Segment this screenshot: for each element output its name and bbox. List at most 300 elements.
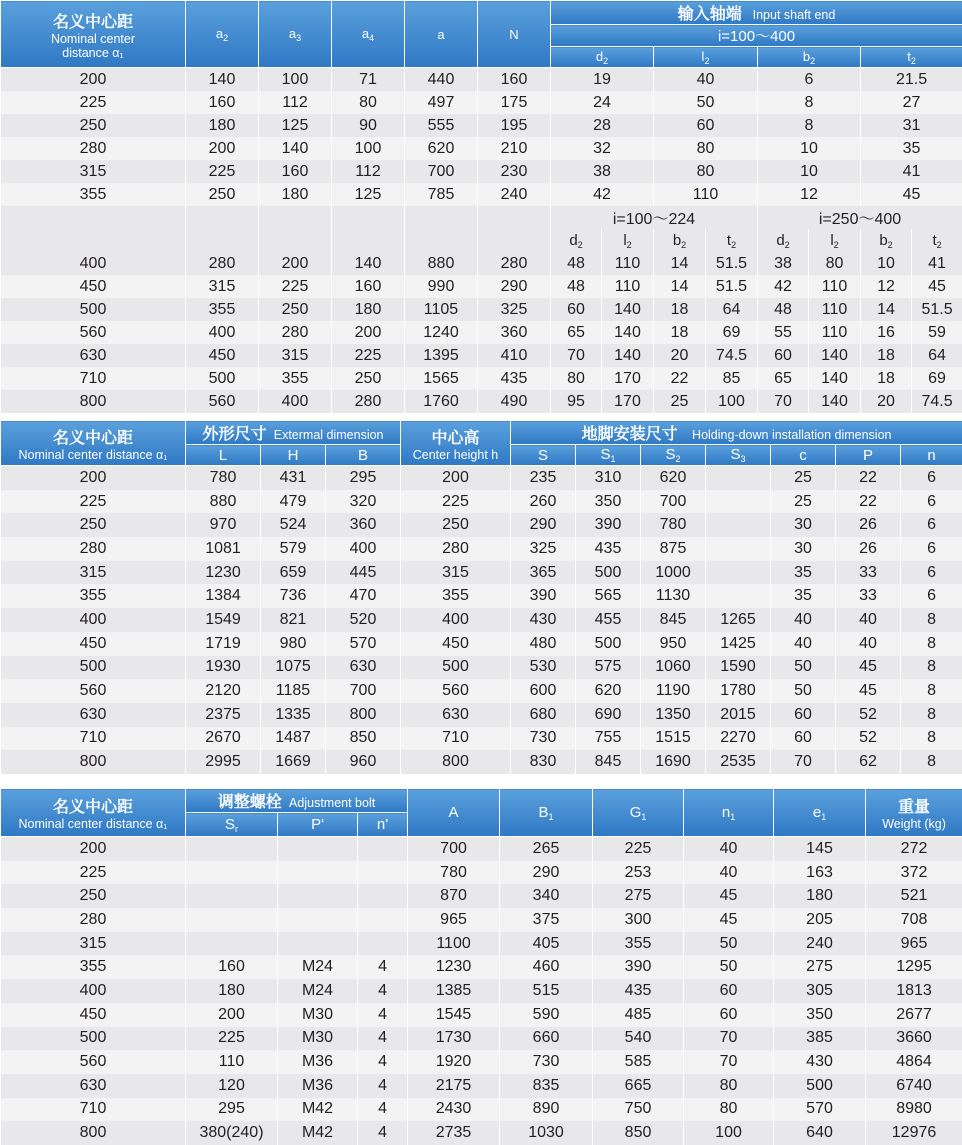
table-cell: 225 [401, 490, 511, 514]
table-cell: 450 [1, 275, 186, 298]
table-cell: 2670 [186, 727, 261, 751]
table-cell: 1130 [641, 584, 706, 608]
table-cell: 110 [186, 1050, 278, 1074]
table-cell: 880 [405, 252, 478, 275]
spacer-cell [478, 229, 551, 252]
table-cell: 28 [551, 114, 654, 137]
table-row [1, 466, 962, 490]
table-cell: 6 [901, 466, 962, 490]
header-P-prime: P' [278, 813, 358, 837]
table-cell: 8 [901, 727, 962, 751]
table-cell: 2175 [408, 1074, 500, 1098]
table-cell: 140 [809, 344, 861, 367]
table-cell: 780 [641, 513, 706, 537]
table-cell: 60 [654, 114, 758, 137]
table-cell: M36 [278, 1074, 358, 1098]
table-cell: 845 [641, 608, 706, 632]
table-cell: 845 [576, 750, 641, 774]
table-row [1, 584, 962, 608]
table-cell: 48 [551, 275, 602, 298]
table-cell: 500 [774, 1074, 866, 1098]
table-cell: 372 [866, 861, 962, 885]
header-a2: $a_2$ [186, 1, 259, 68]
table-cell: 2430 [408, 1098, 500, 1122]
header-G1: $G_1$ [593, 789, 684, 837]
table-row [1, 390, 962, 413]
table-cell: 225 [593, 837, 684, 861]
table-cell: 830 [511, 750, 576, 774]
header-center-distance-en: Nominal center distance α₁ [1, 448, 185, 462]
table-cell: 1545 [408, 1003, 500, 1027]
table-cell: 950 [641, 632, 706, 656]
spacer-cell [405, 229, 478, 252]
table-cell [278, 908, 358, 932]
header-center-distance-cn: 名义中心距 [1, 9, 185, 32]
table-cell: 1230 [408, 955, 500, 979]
table-cell: 500 [1, 656, 186, 680]
table-cell: 355 [259, 367, 332, 390]
subheader-t2-b: $t_2$ [912, 229, 962, 252]
table-cell: 1730 [408, 1027, 500, 1051]
table-cell: 435 [478, 367, 551, 390]
header-center-distance-en: Nominal center distance α₁ [1, 817, 185, 831]
table-cell: 560 [401, 679, 511, 703]
table-cell: 140 [602, 298, 654, 321]
spacer-cell [259, 229, 332, 252]
table-cell: 1719 [186, 632, 261, 656]
table-cell: 52 [836, 703, 901, 727]
table-cell: 880 [186, 490, 261, 514]
table-cell: 355 [593, 932, 684, 956]
header-B: B [326, 445, 401, 466]
header-input-shaft-en: Input shaft end [753, 8, 836, 22]
table-cell: 90 [332, 114, 405, 137]
table-cell: 305 [774, 979, 866, 1003]
table-cell: 48 [758, 298, 809, 321]
table-cell: 521 [866, 884, 962, 908]
table-cell: 210 [478, 137, 551, 160]
table-cell: 110 [602, 252, 654, 275]
table-cell: 620 [641, 466, 706, 490]
table-cell: 30 [771, 537, 836, 561]
table-cell: 170 [602, 390, 654, 413]
table-cell: 410 [478, 344, 551, 367]
table-cell: 355 [1, 955, 186, 979]
table-cell: 2677 [866, 1003, 962, 1027]
table-row [1, 861, 962, 885]
table-cell: 290 [478, 275, 551, 298]
table-cell: 1335 [261, 703, 326, 727]
table-cell: 48 [551, 252, 602, 275]
table-cell: 400 [326, 537, 401, 561]
table-cell: 235 [511, 466, 576, 490]
table-cell: 140 [602, 321, 654, 344]
table-cell: 200 [1, 466, 186, 490]
table-cell: 33 [836, 584, 901, 608]
table-cell: 45 [861, 183, 962, 206]
header-center-distance-en2: distance α₁ [1, 46, 185, 60]
header-holding-en: Holding-down installation dimension [692, 428, 891, 442]
table-cell: 163 [774, 861, 866, 885]
table-cell: 640 [774, 1121, 866, 1145]
header-n1: $n_1$ [684, 789, 774, 837]
header-Sr-label: S [225, 816, 235, 833]
table-cell: 22 [836, 466, 901, 490]
table-cell: 30 [771, 513, 836, 537]
table-cell: 4864 [866, 1050, 962, 1074]
spacer-cell [332, 206, 405, 229]
header-S3-label: S [730, 446, 740, 463]
table-cell: 470 [326, 584, 401, 608]
table-cell: 38 [551, 160, 654, 183]
table-cell [186, 861, 278, 885]
table-cell: 1385 [408, 979, 500, 1003]
table-cell: 400 [401, 608, 511, 632]
header-B1: $B_1$ [500, 789, 593, 837]
table-cell: 22 [836, 490, 901, 514]
table-cell: 60 [771, 727, 836, 751]
table-cell: 1690 [641, 750, 706, 774]
table-cell: 540 [593, 1027, 684, 1051]
subheader-ratio-range-2: i=100～224 [551, 206, 758, 229]
table-cell: 1395 [405, 344, 478, 367]
table-cell: 1230 [186, 561, 261, 585]
header-S2: $S_2$ [641, 445, 706, 466]
table-cell: 295 [326, 466, 401, 490]
table-cell: 405 [500, 932, 593, 956]
table-cell: 50 [684, 932, 774, 956]
table-row [1, 68, 962, 92]
table-cell: 140 [186, 68, 259, 92]
header-center-distance-cn: 名义中心距 [1, 794, 185, 817]
table-cell: 500 [1, 1027, 186, 1051]
table-cell: 225 [1, 861, 186, 885]
table-row [1, 252, 962, 275]
table-cell: 340 [500, 884, 593, 908]
table-cell: 140 [809, 390, 861, 413]
table-cell: 180 [259, 183, 332, 206]
table-cell: 295 [186, 1098, 278, 1122]
table-cell: 450 [1, 1003, 186, 1027]
table-cell: 110 [602, 275, 654, 298]
header-e1-label: e [813, 804, 821, 821]
table-cell: 325 [511, 537, 576, 561]
table-cell: 110 [654, 183, 758, 206]
table-1-dimensions [0, 0, 962, 413]
table-cell: 35 [771, 561, 836, 585]
table-cell: 55 [758, 321, 809, 344]
table-cell: 14 [861, 298, 912, 321]
table-cell: 25 [771, 466, 836, 490]
table-cell: 960 [326, 750, 401, 774]
table-cell: 160 [332, 275, 405, 298]
table-cell: 64 [706, 298, 758, 321]
table-cell: 590 [500, 1003, 593, 1027]
table-cell: 730 [500, 1050, 593, 1074]
table-cell: 435 [593, 979, 684, 1003]
table-cell: 630 [1, 344, 186, 367]
table-cell: 80 [551, 367, 602, 390]
table-cell: 140 [602, 344, 654, 367]
table-cell: 240 [774, 932, 866, 956]
table-cell: 50 [684, 955, 774, 979]
header-a3: $a_3$ [259, 1, 332, 68]
table-cell: 12 [861, 275, 912, 298]
table-cell: 205 [774, 908, 866, 932]
header-a3-label: a [289, 26, 296, 41]
table-cell: 70 [771, 750, 836, 774]
header-G1-label: G [630, 804, 642, 821]
table-cell: 2995 [186, 750, 261, 774]
header-adjust-cn: 调整螺栓 [218, 794, 282, 811]
table-cell: 390 [511, 584, 576, 608]
table-cell: 100 [706, 390, 758, 413]
table-cell: 965 [408, 908, 500, 932]
table-cell: 800 [1, 750, 186, 774]
table-cell: 160 [186, 91, 259, 114]
table-cell: 390 [593, 955, 684, 979]
table-cell: 500 [186, 367, 259, 390]
header-center-height [401, 421, 511, 466]
header-n: n [901, 445, 962, 466]
table-cell: 315 [186, 275, 259, 298]
table-cell [186, 837, 278, 861]
table-cell: 680 [511, 703, 576, 727]
table-cell: 275 [593, 884, 684, 908]
spacer-cell [259, 206, 332, 229]
subheader-l2: $l_2$ [602, 229, 654, 252]
table-cell: 455 [576, 608, 641, 632]
header-weight-cn: 重量 [866, 794, 962, 817]
table-cell: 40 [836, 608, 901, 632]
table-cell: 8 [901, 679, 962, 703]
table-cell: 160 [186, 955, 278, 979]
table-cell: 16 [861, 321, 912, 344]
table-cell: 100 [259, 68, 332, 92]
table-cell: 51.5 [706, 275, 758, 298]
table-cell: 460 [500, 955, 593, 979]
table-cell: 1813 [866, 979, 962, 1003]
table-cell: 800 [1, 1121, 186, 1145]
table-cell: 1669 [261, 750, 326, 774]
table-cell: 1384 [186, 584, 261, 608]
table-cell: 500 [576, 561, 641, 585]
table-cell: 990 [405, 275, 478, 298]
table-cell: 18 [861, 344, 912, 367]
table-cell: 200 [186, 137, 259, 160]
table-cell: 620 [576, 679, 641, 703]
subheader-d2-label: d [569, 232, 577, 249]
table-cell: M42 [278, 1121, 358, 1145]
table-cell: 10 [758, 160, 861, 183]
table-cell: 500 [1, 298, 186, 321]
header-S2-label: S [665, 446, 675, 463]
table-cell: 515 [500, 979, 593, 1003]
table-cell: 250 [1, 884, 186, 908]
header-center-distance-cn: 名义中心距 [1, 425, 185, 448]
header-t2: $t_2$ [861, 47, 962, 68]
table-cell: 710 [1, 1098, 186, 1122]
table-cell: 555 [405, 114, 478, 137]
table-cell: 430 [774, 1050, 866, 1074]
table-cell: 45 [684, 908, 774, 932]
table-cell: 62 [836, 750, 901, 774]
table-cell: 225 [332, 344, 405, 367]
table-cell: M24 [278, 979, 358, 1003]
table-cell: 630 [401, 703, 511, 727]
table-cell: 160 [259, 160, 332, 183]
table-cell: 1075 [261, 656, 326, 680]
table-cell: 70 [684, 1050, 774, 1074]
table-cell: 780 [408, 861, 500, 885]
subheader-t2-b-label: t [932, 232, 936, 249]
table-cell: 280 [186, 252, 259, 275]
table-cell: 385 [774, 1027, 866, 1051]
table-cell: 8 [901, 750, 962, 774]
table-cell: 26 [836, 513, 901, 537]
header-n-prime: n' [358, 813, 408, 837]
subheader-d2: $d_2$ [551, 229, 602, 252]
table-cell: 200 [401, 466, 511, 490]
table-cell: 300 [593, 908, 684, 932]
table-cell: 700 [405, 160, 478, 183]
table-cell: 110 [809, 275, 861, 298]
table-cell: 40 [771, 608, 836, 632]
table-cell: 85 [706, 367, 758, 390]
table-cell: 8980 [866, 1098, 962, 1122]
table-cell: 225 [186, 1027, 278, 1051]
table-cell: 870 [408, 884, 500, 908]
table-cell [278, 837, 358, 861]
table-cell: 390 [576, 513, 641, 537]
table-cell: 1350 [641, 703, 706, 727]
table-cell: 450 [1, 632, 186, 656]
table-cell: 821 [261, 608, 326, 632]
table-cell: 1760 [405, 390, 478, 413]
header-adjust-en: Adjustment bolt [289, 796, 375, 810]
table-cell: 1105 [405, 298, 478, 321]
table-cell: 600 [511, 679, 576, 703]
table-row [1, 884, 962, 908]
table-cell: 710 [1, 367, 186, 390]
subheader-l2-label: l [623, 232, 626, 249]
table-cell [358, 837, 408, 861]
table-cell: 665 [593, 1074, 684, 1098]
table-cell: 490 [478, 390, 551, 413]
table-cell: 19 [551, 68, 654, 92]
subheader-d2-b-label: d [776, 232, 784, 249]
header-external-cn: 外形尺寸 [202, 426, 266, 443]
table-cell: 41 [912, 252, 962, 275]
table-cell: 280 [259, 321, 332, 344]
table-cell: 8 [758, 114, 861, 137]
table-cell: 14 [654, 275, 706, 298]
table-cell [278, 861, 358, 885]
table-cell: 365 [511, 561, 576, 585]
header-b2: $b_2$ [758, 47, 861, 68]
table-cell: 290 [511, 513, 576, 537]
table-cell: 60 [771, 703, 836, 727]
table-cell: 50 [771, 656, 836, 680]
table-cell: 6 [901, 537, 962, 561]
table-cell: 315 [401, 561, 511, 585]
table-cell: 31 [861, 114, 962, 137]
table-cell: 1487 [261, 727, 326, 751]
table-cell: 65 [758, 367, 809, 390]
table-cell: 175 [478, 91, 551, 114]
header-external-en: Extermal dimension [274, 428, 384, 442]
table-cell: 80 [684, 1074, 774, 1098]
table-cell: 2120 [186, 679, 261, 703]
table-cell: 253 [593, 861, 684, 885]
subheader-t2: $t_2$ [706, 229, 758, 252]
table-cell: 74.5 [706, 344, 758, 367]
spacer-cell [1, 206, 186, 229]
table-cell: 250 [401, 513, 511, 537]
table-row [1, 1050, 962, 1074]
table-cell: 875 [641, 537, 706, 561]
table-cell: 69 [912, 367, 962, 390]
table-cell: 290 [500, 861, 593, 885]
header-S1: $S_1$ [576, 445, 641, 466]
table-cell: 435 [576, 537, 641, 561]
table-cell [186, 884, 278, 908]
table-cell: 8 [901, 608, 962, 632]
table-cell: 620 [405, 137, 478, 160]
table-cell: 140 [332, 252, 405, 275]
table-cell: 710 [401, 727, 511, 751]
header-t2-label: t [907, 49, 911, 64]
table-2-installation [0, 420, 962, 774]
table-cell: 280 [401, 537, 511, 561]
table-cell: 4 [358, 1121, 408, 1145]
table-cell: 1930 [186, 656, 261, 680]
table-cell: 380(240) [186, 1121, 278, 1145]
table-cell: 250 [259, 298, 332, 321]
header-input-shaft [551, 1, 962, 25]
header-ratio-range-1: i=100～400 [551, 25, 962, 47]
subheader-l2-b: $l_2$ [809, 229, 861, 252]
table-cell: 485 [593, 1003, 684, 1027]
table-row [1, 1074, 962, 1098]
table-row [1, 183, 962, 206]
table-cell: 250 [186, 183, 259, 206]
table-cell: M30 [278, 1003, 358, 1027]
table-cell: 579 [261, 537, 326, 561]
table-cell: 325 [478, 298, 551, 321]
table-cell: 355 [186, 298, 259, 321]
table-cell: 51.5 [706, 252, 758, 275]
table-cell: 8 [901, 703, 962, 727]
table-row [1, 537, 962, 561]
header-B1-label: B [539, 804, 549, 821]
table-cell: 700 [641, 490, 706, 514]
table-cell: 1265 [706, 608, 771, 632]
table-cell: 890 [500, 1098, 593, 1122]
header-weight-en: Weight (kg) [866, 817, 962, 831]
subheader-b2: $b_2$ [654, 229, 706, 252]
table-cell: 310 [576, 466, 641, 490]
table-row [1, 561, 962, 585]
table-cell: 630 [1, 703, 186, 727]
header-S: S [511, 445, 576, 466]
table-cell [358, 932, 408, 956]
subheader-ratio-range-3: i=250～400 [758, 206, 962, 229]
table-cell: 35 [861, 137, 962, 160]
table-cell: 1425 [706, 632, 771, 656]
table-cell: 32 [551, 137, 654, 160]
table-cell: 700 [326, 679, 401, 703]
